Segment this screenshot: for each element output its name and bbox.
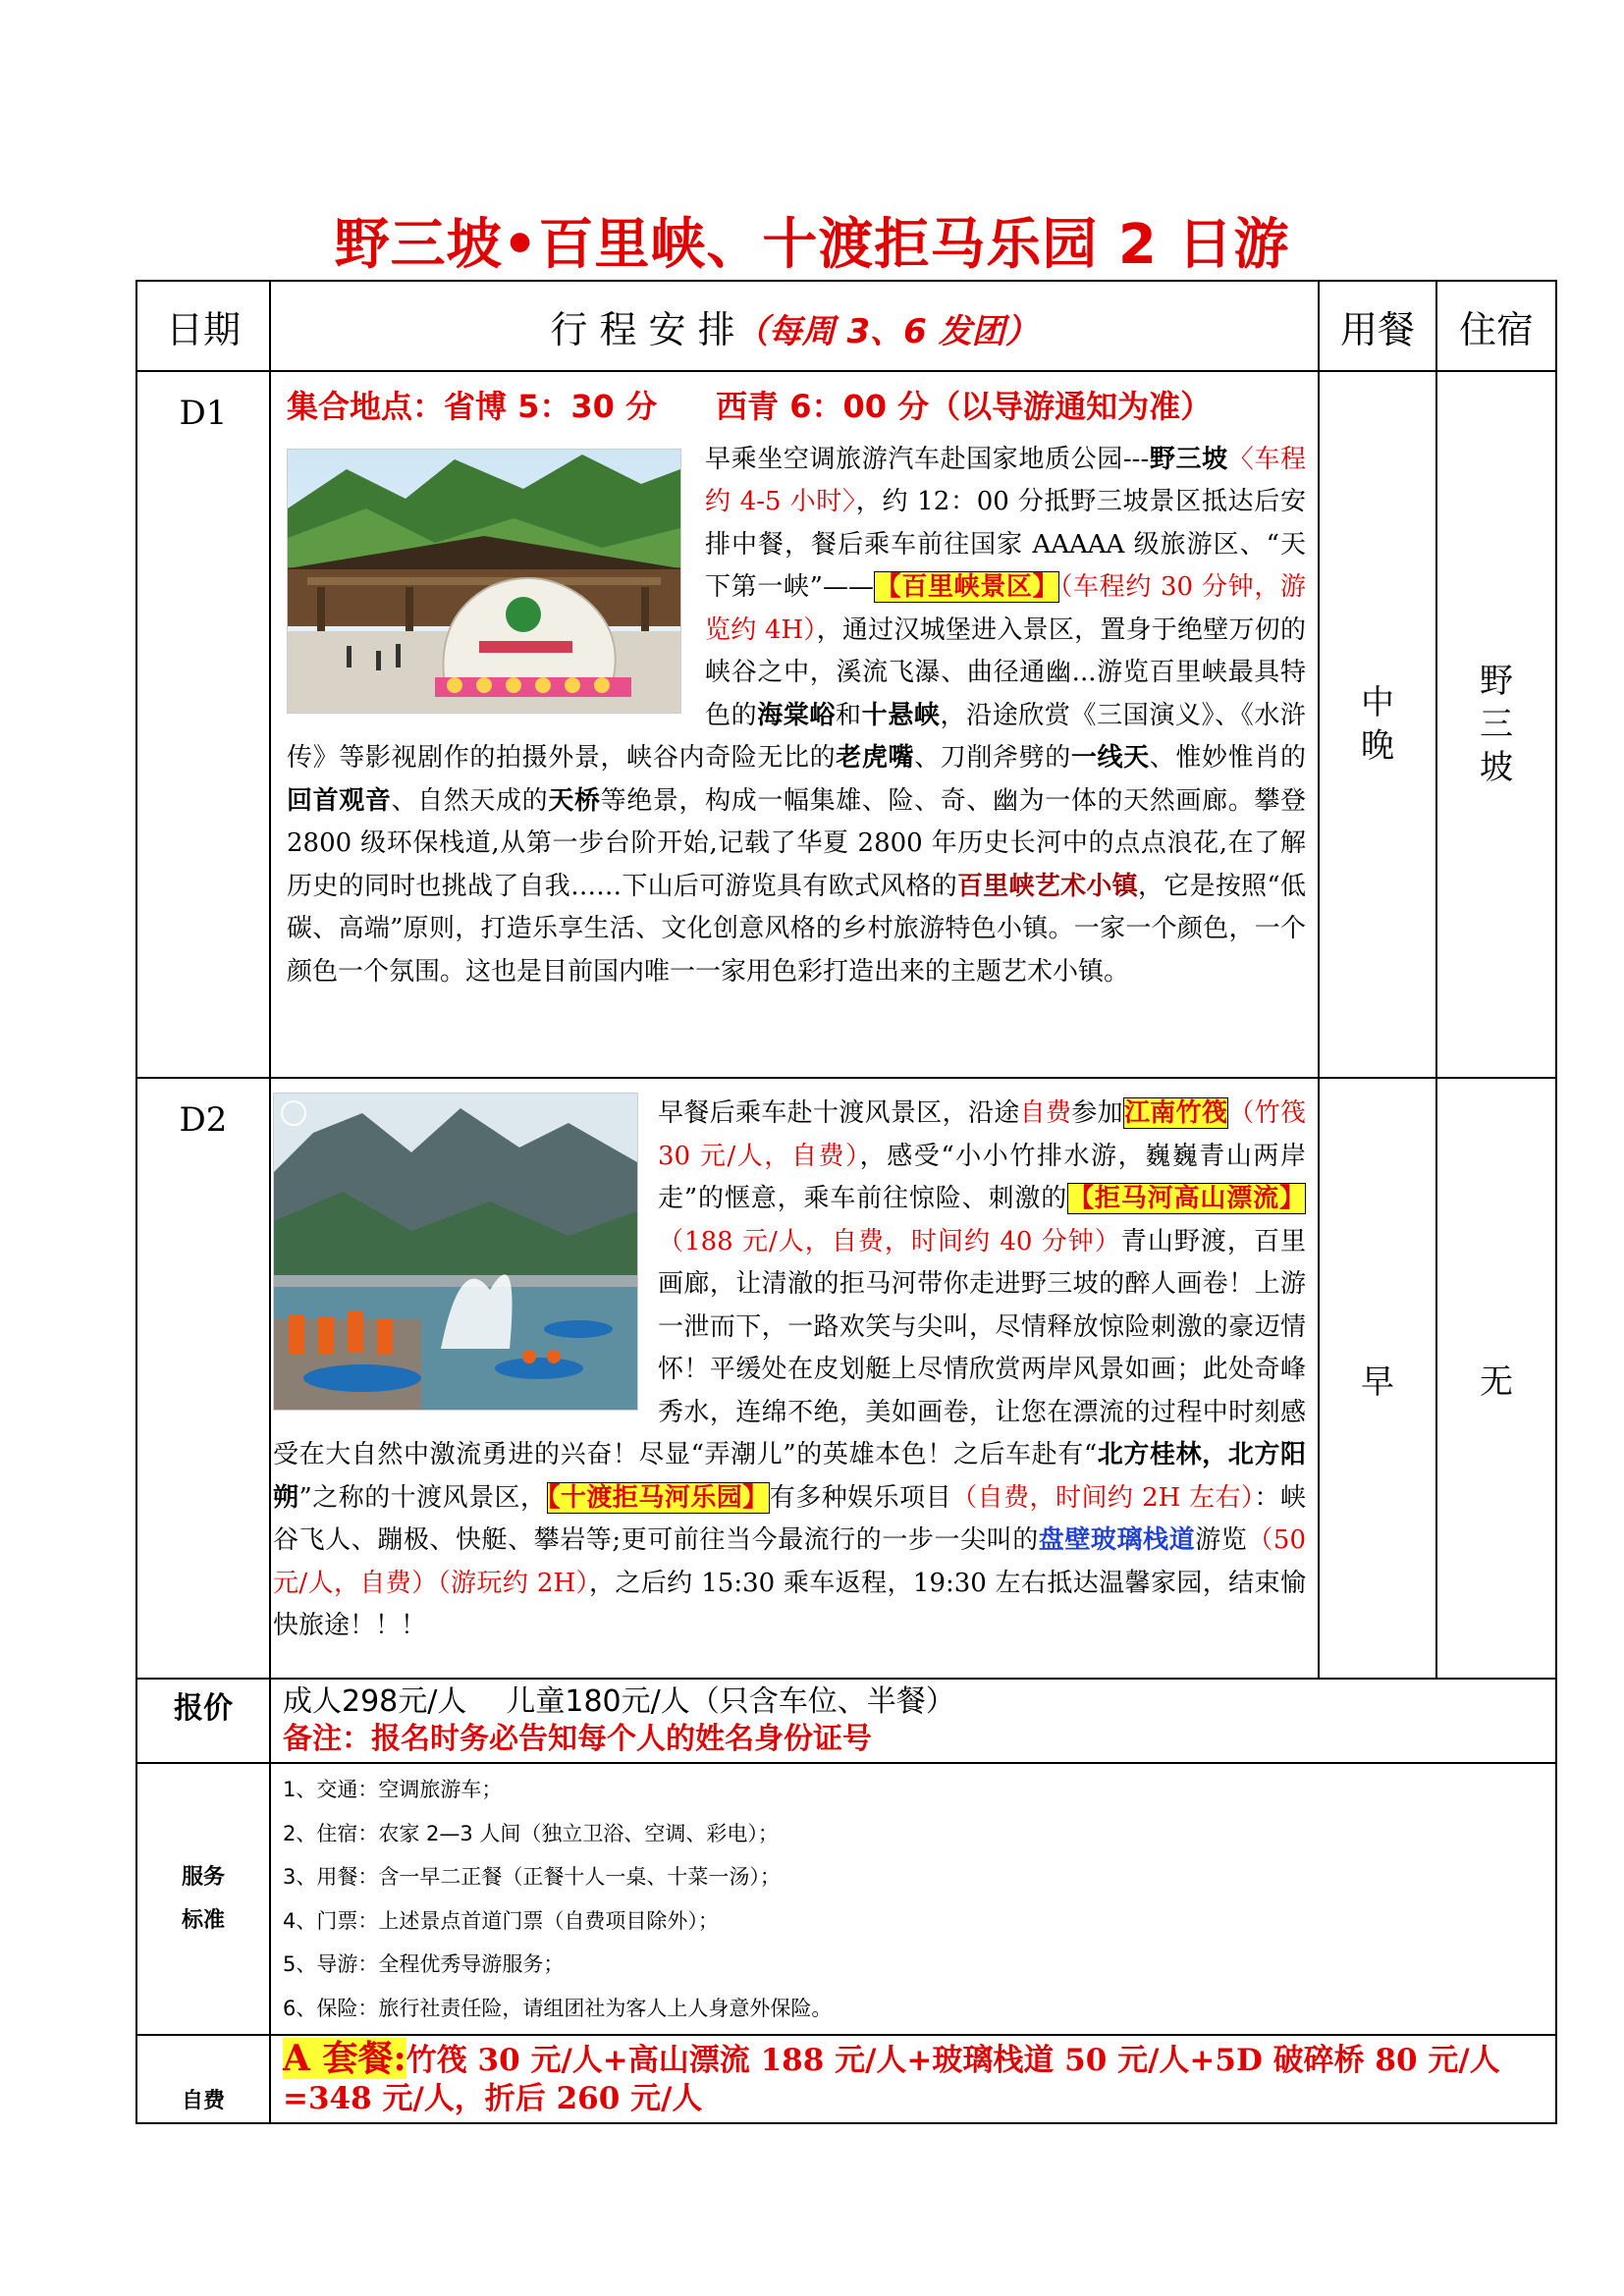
d1-yesanpo: 野三坡	[1149, 444, 1228, 474]
d1-meal	[1319, 371, 1436, 1078]
header-schedule	[270, 281, 1319, 371]
d2-text-1: 早餐后乘车赴十渡风景区，沿途	[658, 1098, 1020, 1128]
d2-bamboo-price: （竹筏 30 元/人，自费）	[658, 1098, 1306, 1171]
d2-text-8: ，之后约 15:30 乘车返程，19:30 左右抵达温馨家园，结束愉快旅途！！！	[273, 1568, 1306, 1640]
service-list	[270, 1763, 1556, 2035]
header-schedule-label: 行 程 安 排	[550, 307, 735, 351]
d2-text-5: 有多种娱乐项目	[769, 1482, 952, 1513]
d1-text-1: 早乘坐空调旅游汽车赴国家地质公园---	[705, 444, 1150, 474]
d1-lodging-text: 野三坡	[1480, 662, 1513, 787]
yesanpo-gate-photo	[287, 449, 681, 714]
service-item: 1、交通：空调旅游车；	[283, 1778, 503, 1801]
day1-content	[270, 371, 1319, 1078]
d2-rafting-price: （188 元/人，自费，时间约 40 分钟）	[658, 1226, 1121, 1256]
header-lodging: 住宿	[1436, 281, 1556, 371]
d1-travel-time: 〈车程约 4-5 小时〉	[705, 444, 1306, 516]
d2-rafting-highlight: 【拒马河高山漂流】	[1068, 1184, 1305, 1213]
d1-yixiantian: 一线天	[1070, 743, 1150, 773]
d2-text-3: 青山野渡，百里画廊，让清澈的拒马河带你走进野三坡的醉人画卷！上游一泄而下，一路欢笑与尖叫，尽情释放惊险刺激的豪迈情怀！平缓处在皮划艇上尽情欣赏两岸风景如画；此处奇峰秀水，连绵不绝，美如画卷，让您在漂流的过程中时刻感受在大自然中激流勇进的兴奋！尽显“弄潮儿”的英雄本色！之后车赴有“	[273, 1226, 1306, 1469]
d2-lodging: 无	[1436, 1078, 1556, 1679]
d1-baili-highlight: 【百里峡景区】	[874, 572, 1059, 602]
d1-tianqiao: 天桥	[548, 785, 601, 816]
day-label-d2: D2	[136, 1078, 270, 1679]
d1-text-2: ，约 12：00 分抵野三坡景区抵达后安排中餐，餐后乘车前往国家 AAAAA 级旅游区、“天下第一峡”——	[705, 487, 1306, 602]
itinerary-table	[135, 280, 1557, 2124]
d2-meal: 早	[1319, 1078, 1436, 1679]
d1-and: 和	[836, 700, 862, 730]
header-schedule-note: （每周 3、6 发团）	[734, 311, 1039, 351]
d2-text-6: ：峡谷飞人、蹦极、快艇、攀岩等;更可前往当今最流行的一步一尖叫的	[273, 1482, 1306, 1555]
d2-guilin-yangshuo: 北方桂林，北方阳朔	[273, 1440, 1306, 1513]
service-item: 6、保险：旅行社责任险，请组团社为客人上人身意外保险。	[283, 1996, 833, 2020]
extra-text: 竹筏 30 元/人+高山漂流 188 元/人+玻璃栈道 50 元/人+5D 破碎桥 80 元/人=348 元/人，折后 260 元/人	[283, 2043, 1500, 2116]
d2-text-2: ，感受“小小竹排水游，巍巍青山两岸走”的惬意，乘车前往惊险、刺激的	[658, 1141, 1306, 1213]
d1-text-9: ，它是按照“低碳、高端”原则，打造乐享生活、文化创意风格的乡村旅游特色小镇。一家一个颜色，一个颜色一个氛围。这也是目前国内唯一一家用色彩打造出来的主题艺术小镇。	[287, 871, 1306, 987]
price-line	[283, 1683, 1543, 1721]
service-label	[136, 1763, 270, 2035]
price-note: 备注：报名时务必告知每个人的姓名身份证号	[283, 1722, 872, 1756]
page-title: 野三坡•百里峡、十渡拒马乐园 2 日游	[334, 213, 1290, 277]
d2-text-7: 游览	[1195, 1525, 1248, 1555]
extra-cell	[270, 2035, 1556, 2123]
d2-text-4: ”之称的十渡风景区，	[298, 1482, 547, 1513]
service-item: 3、用餐：含一早二正餐（正餐十人一桌、十菜一汤）；	[283, 1865, 781, 1889]
service-item: 2、住宿：农家 2—3 人间（独立卫浴、空调、彩电）；	[283, 1821, 779, 1845]
day2-content	[270, 1078, 1319, 1679]
d1-text-7: 、自然天成的	[391, 785, 549, 816]
price-child: 儿童180元/人（只含车位、半餐）	[506, 1684, 955, 1719]
d1-text-4: ，沿途欣赏《三国演义》、《水浒传》等影视剧作的拍摄外景，峡谷内奇险无比的	[287, 700, 1306, 773]
d1-meal-text: 中晚	[1361, 683, 1394, 766]
d1-text-3: ，通过汉城堡进入景区，置身于绝壁万仞的峡谷之中，溪流飞瀑、曲径通幽...游览百里峡最具特色的	[705, 614, 1306, 730]
rafting-photo	[273, 1093, 638, 1411]
d1-huishouguanyin: 回首观音	[287, 785, 392, 816]
price-adult: 成人298元/人	[283, 1684, 467, 1719]
d1-haitangyu: 海棠峪	[757, 700, 837, 730]
meeting-point	[287, 386, 1306, 429]
service-label-2: 标准	[181, 1907, 225, 1933]
d1-text-8: 等绝景，构成一幅集雄、险、奇、幽为一体的天然画廊。攀登 2800 级环保栈道,从第一步台阶开始,记载了华夏 2800 年历史长河中的点点浪花,在了解历史的同时也挑战了自我……下山后可游览具有欧式风格的	[287, 785, 1306, 901]
d1-text-5: 、刀削斧劈的	[914, 743, 1071, 773]
d2-join: 参加	[1071, 1098, 1123, 1128]
d2-glass-walkway: 盘壁玻璃栈道	[1038, 1525, 1196, 1555]
extra-label: 自费	[136, 2035, 270, 2123]
service-label-1: 服务	[181, 1864, 225, 1890]
d2-self-pay: 自费	[1019, 1098, 1072, 1128]
price-label: 报价	[136, 1679, 270, 1763]
meeting-point-b: 西青 6：00 分（以导游通知为准）	[716, 388, 1213, 425]
d1-lodging	[1436, 371, 1556, 1078]
service-item: 4、门票：上述景点首道门票（自费项目除外）；	[283, 1908, 719, 1933]
day-label-d1: D1	[136, 371, 270, 1078]
d1-baili-time: （车程约 30 分钟，游览约 4H）	[705, 572, 1306, 645]
header-meal: 用餐	[1319, 281, 1436, 371]
meeting-point-a: 集合地点：省博 5：30 分	[287, 388, 658, 425]
extra-package-a: A 套餐:	[283, 2038, 406, 2079]
d1-shixuanxia: 十悬峡	[861, 700, 941, 730]
price-cell	[270, 1679, 1556, 1763]
d2-park-time: （自费，时间约 2H 左右）	[951, 1482, 1255, 1513]
d2-bamboo-raft-highlight: 江南竹筏	[1123, 1098, 1228, 1128]
d2-glass-price: （50 元/人，自费）（游玩约 2H）	[273, 1525, 1306, 1598]
d1-text-6: 、惟妙惟肖的	[1149, 743, 1306, 773]
d1-art-town: 百里峡艺术小镇	[957, 871, 1138, 901]
d2-park-highlight: 【十渡拒马河乐园】	[547, 1482, 769, 1513]
service-item: 5、导游：全程优秀导游服务；	[283, 1952, 565, 1976]
d1-laohuzui: 老虎嘴	[836, 743, 915, 773]
header-date: 日期	[136, 281, 270, 371]
